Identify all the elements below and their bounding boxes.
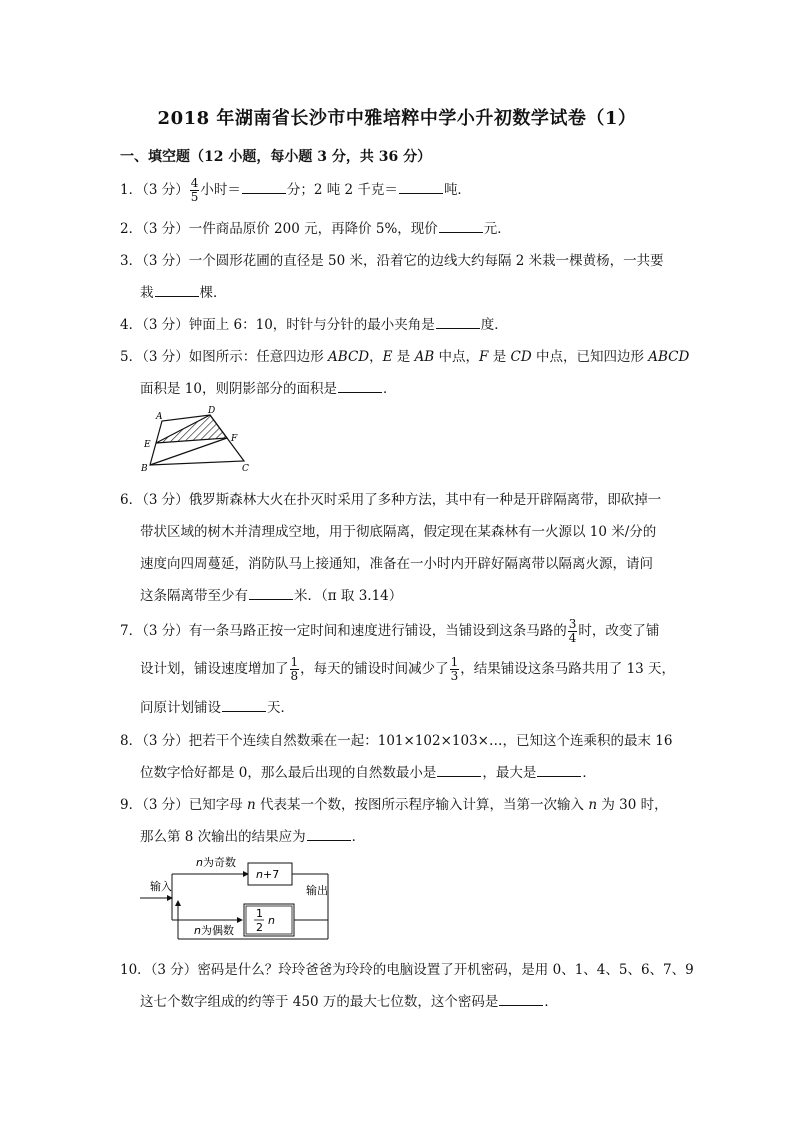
answer-blank[interactable] [155, 282, 199, 297]
input-label: 输入 [150, 880, 172, 893]
question-number: 2．（3 分） [120, 221, 189, 237]
fraction: $\frac{1}{3}$ [450, 655, 459, 683]
answer-blank[interactable] [399, 179, 443, 194]
svg-text:n: n [268, 914, 275, 927]
question-6-line2: 带状区域的树木并清理成空地，用于彻底隔离，假定现在某森林有一火源以 10 米/分的 [140, 524, 657, 540]
question-number: 3．（3 分） [120, 253, 189, 269]
answer-blank[interactable] [249, 585, 293, 600]
question-number: 1．（3 分） [120, 182, 189, 198]
answer-blank[interactable] [436, 314, 480, 329]
answer-blank[interactable] [439, 218, 483, 233]
question-number: 8．（3 分） [120, 733, 189, 749]
svg-text:1: 1 [256, 907, 263, 920]
question-7-line2: 设计划，铺设速度增加了 $\frac{1}{8}$ ，每天的铺设时间减少了 $\frac{1}{3}$ ，结果铺设这条马路共用了 13 天， [140, 655, 676, 683]
answer-blank[interactable] [222, 697, 266, 712]
question-number: 9．（3 分） [120, 797, 189, 813]
label-b: B [141, 464, 148, 474]
question-8: 8．（3 分）把若干个连续自然数乘在一起：101×102×103×…，已知这个连乘积的最末 16 [120, 733, 673, 749]
question-number: 7．（3 分） [120, 623, 189, 639]
page-title: 2018 年湖南省长沙市中雅培粹中学小升初数学试卷（1） [157, 108, 637, 129]
question-8-cont: 位数字恰好都是 0，那么最后出现的自然数最小是 ，最大是 ． [140, 761, 596, 781]
fraction: $\frac{3}{4}$ [568, 617, 577, 645]
label-a: A [156, 412, 163, 422]
question-9: 9．（3 分）已知字母 n 代表某一个数，按图所示程序输入计算，当第一次输入 n 为 30 时， [120, 797, 668, 813]
question-6: 6．（3 分）俄罗斯森林大火在扑灭时采用了多种方法，其中有一种是开辟隔离带，即砍掉一 [120, 492, 662, 508]
answer-blank[interactable] [437, 762, 481, 777]
label-c: C [242, 464, 249, 474]
question-2: 2．（3 分）一件商品原价 200 元，再降价 5%，现价 元． [120, 217, 511, 237]
question-7-line3: 问原计划铺设 天． [140, 696, 294, 716]
question-5: 5．（3 分）如图所示：任意四边形 ABCD，E 是 AB 中点，F 是 CD 中点，已知四边形 ABCD [120, 349, 690, 365]
output-label: 输出 [306, 884, 328, 897]
svg-text:n为奇数: n为奇数 [196, 856, 236, 869]
question-10-cont: 这七个数字组成的约等于 450 万的最大七位数，这个密码是 ． [140, 990, 558, 1010]
label-d: D [208, 406, 216, 416]
answer-blank[interactable] [499, 991, 543, 1006]
question-3-cont: 栽 棵． [140, 281, 227, 301]
question-number: 10．（3 分） [120, 962, 198, 978]
label-f: F [231, 434, 238, 444]
svg-text:n为偶数: n为偶数 [194, 924, 234, 937]
question-7: 7．（3 分）有一条马路正按一定时间和速度进行铺设，当铺设到这条马路的 $\frac{3}{4}$ 时，改变了铺 [120, 617, 660, 645]
answer-blank[interactable] [307, 826, 351, 841]
question-1: 1．（3 分） $\frac{4}{5}$ 小时＝ 分；2 吨 2 千克＝ 吨． [120, 176, 471, 204]
question-number: 6．（3 分） [120, 492, 189, 508]
program-flowchart [138, 848, 338, 943]
label-e: E [144, 440, 151, 450]
svg-text:2: 2 [256, 921, 263, 934]
svg-text:n+7: n+7 [256, 868, 280, 881]
question-number: 4．（3 分） [120, 317, 189, 333]
question-6-line4: 这条隔离带至少有 米．（π 取 3.14） [140, 584, 402, 604]
answer-blank[interactable] [338, 378, 382, 393]
question-3: 3．（3 分）一个圆形花圃的直径是 50 米，沿着它的边线大约每隔 2 米栽一棵黄杨，一共要 [120, 253, 664, 269]
question-number: 5．（3 分） [120, 349, 189, 365]
quadrilateral-figure [136, 405, 256, 475]
question-6-line3: 速度向四周蔓延，消防队马上接通知，准备在一小时内开辟好隔离带以隔离火源，请问 [140, 556, 653, 572]
question-9-cont: 那么第 8 次输出的结果应为 ． [140, 825, 365, 845]
fraction: $\frac{1}{8}$ [290, 655, 299, 683]
answer-blank[interactable] [242, 179, 286, 194]
shaded-region [156, 415, 227, 443]
section-heading: 一、填空题（12 小题，每小题 3 分，共 36 分） [120, 149, 432, 165]
question-10: 10．（3 分）密码是什么？玲玲爸爸为玲玲的电脑设置了开机密码，是用 0、1、4、5、6、7、9 [120, 962, 694, 978]
question-4: 4．（3 分）钟面上 6：10，时针与分针的最小夹角是 度． [120, 313, 508, 333]
fraction: $\frac{4}{5}$ [190, 176, 199, 204]
question-5-cont: 面积是 10，则阴影部分的面积是 ． [140, 377, 396, 397]
answer-blank[interactable] [537, 762, 581, 777]
